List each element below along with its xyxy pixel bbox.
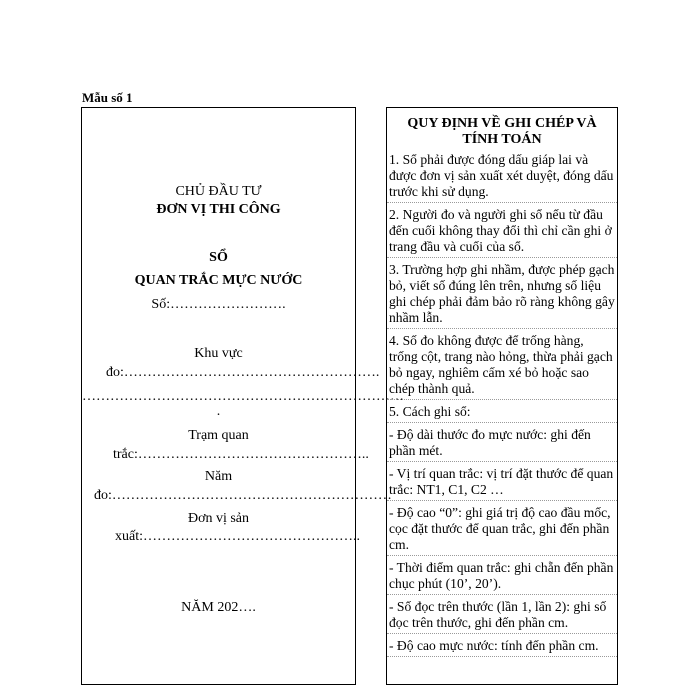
area-field-period: . [216,404,221,419]
form-number-label: Mẫu số 1 [82,90,133,105]
rule-item: 3. Trường hợp ghi nhầm, được phép gạch bỏ, viết số đúng lên trên, nhưng số liệu ghi chép phải đảm bảo rõ ràng không gây nhầm lẫn. [387,262,617,329]
rule-item: 4. Số đo không được để trống hàng, trống cột, trang nào hỏng, thừa phải gạch bỏ ngay, nghiêm cấm xé bỏ hoặc sao chép thành quả. [387,333,617,400]
area-label: Khu vực [194,346,243,361]
year-field[interactable]: đo:…………………………………………………… [94,488,392,503]
producer-field[interactable]: xuất:……………………………………….. [115,529,360,544]
contractor-label: ĐƠN VỊ THI CÔNG [156,202,281,217]
book-label: SỔ [209,250,228,265]
rule-item: - Số đọc trên thước (lần 1, lần 2): ghi số đọc trên thước, ghi đến phần cm. [387,599,617,634]
area-field-continued[interactable]: …………………………………………………………… [82,389,404,404]
book-number-field[interactable]: Số:……………………. [151,297,286,312]
rule-item: 5. Cách ghi sổ: [387,404,617,423]
rule-item: - Độ cao mực nước: tính đến phần cm. [387,638,617,657]
rule-item: 2. Người đo và người ghi sổ nếu từ đầu đến cuối không thay đổi thì chỉ cần ghi ở trang đầu và cuối của sổ. [387,207,617,258]
rule-item: - Vị trí quan trắc: vị trí đặt thước để quan trắc: NT1, C1, C2 … [387,466,617,501]
rules-title: QUY ĐỊNH VỀ GHI CHÉP VÀ TÍNH TOÁN [407,116,597,147]
rule-item: - Độ dài thước đo mực nước: ghi đến phần mét. [387,427,617,462]
station-field[interactable]: trắc:………………………………………….. [113,447,369,462]
year-label: Năm [204,469,233,484]
producer-label: Đơn vị sản [187,511,250,526]
area-field[interactable]: đo:………………………………………………. [106,365,380,380]
rules-panel [386,107,618,685]
rule-item: - Độ cao “0”: ghi giá trị độ cao đầu mốc, cọc đặt thước để quan trắc, ghi đến phần cm. [387,505,617,556]
cover-year: NĂM 202…. [181,600,256,615]
book-title: QUAN TRẮC MỰC NƯỚC [134,273,303,288]
station-label: Trạm quan [188,428,249,443]
cover-page [81,107,404,685]
rule-item: 1. Sổ phải được đóng dấu giáp lai và được đơn vị sản xuất xét duyệt, đóng dấu trước khi sử dụng. [387,152,617,203]
owner-label: CHỦ ĐẦU TƯ [175,184,262,199]
rule-item: - Thời điểm quan trắc: ghi chẵn đến phần chục phút (10’, 20’). [387,560,617,595]
rules-list [387,152,617,657]
